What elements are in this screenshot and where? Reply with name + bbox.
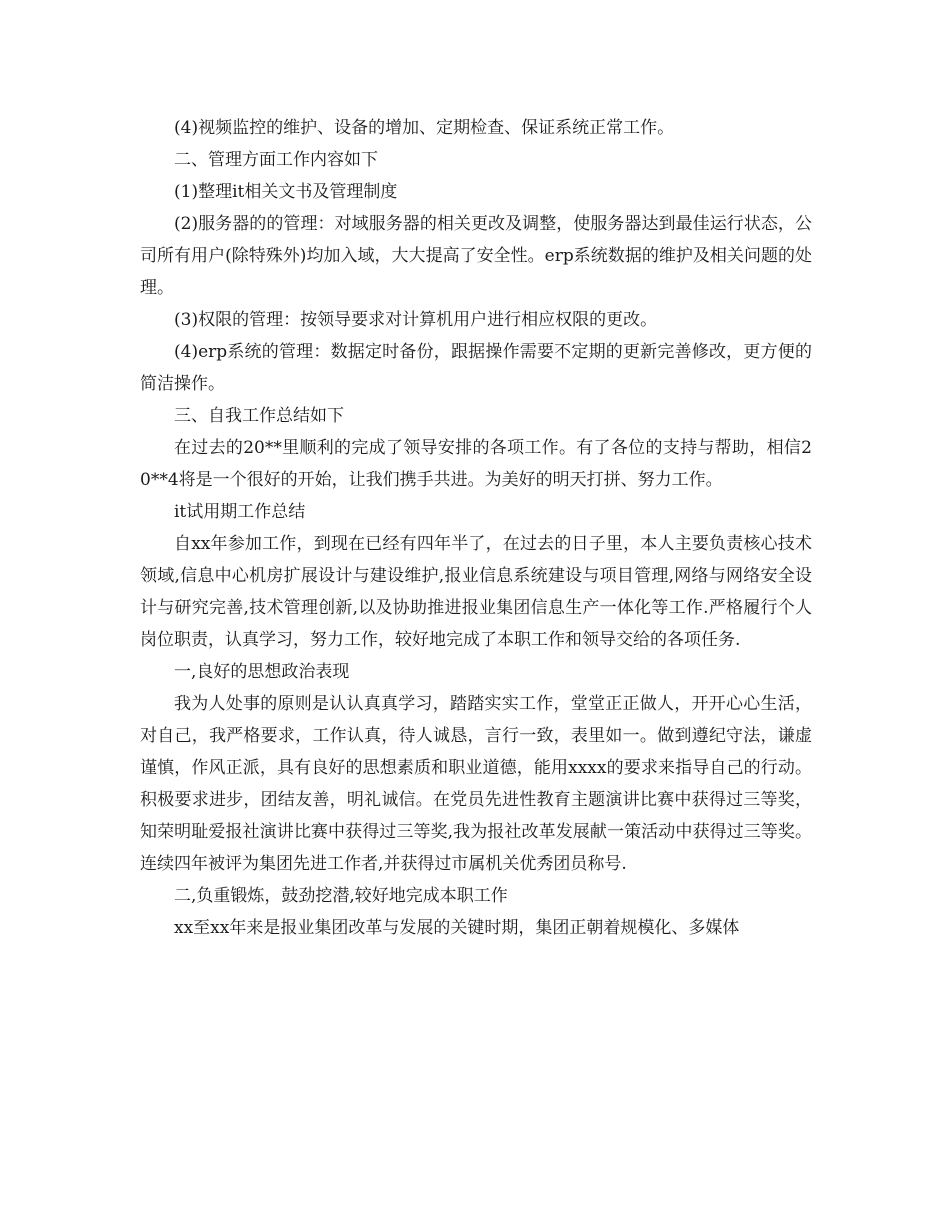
- paragraph: (2)服务器的的管理：对域服务器的相关更改及调整，使服务器达到最佳运行状态，公司所有用户(除特殊外)均加入域，大大提高了安全性。erp系统数据的维护及相关问题的处理。: [140, 214, 812, 298]
- section-heading: 二,负重锻炼，鼓劲挖潜,较好地完成本职工作: [174, 886, 508, 906]
- paragraph: xx至xx年来是报业集团改革与发展的关键时期，集团正朝着规模化、多媒体: [174, 918, 740, 938]
- section-heading: 二、管理方面工作内容如下: [174, 150, 378, 170]
- paragraph: (3)权限的管理：按领导要求对计算机用户进行相应权限的更改。: [174, 310, 658, 330]
- paragraph: 在过去的20**里顺利的完成了领导安排的各项工作。有了各位的支持与帮助，相信20**4将是一个很好的开始，让我们携手共进。为美好的明天打拼、努力工作。: [140, 438, 812, 490]
- paragraph: 自xx年参加工作，到现在已经有四年半了，在过去的日子里，本人主要负责核心技术领域,信息中心机房扩展设计与建设维护,报业信息系统建设与项目管理,网络与网络安全设计与研究完善,技术管理创新,以及协助推进报业集团信息生产一体化等工作.严格履行个人岗位职责，认真学习，努力工作，较好地完成了本职工作和领导交给的各项任务.: [140, 534, 812, 650]
- document-title: it试用期工作总结: [174, 502, 306, 522]
- paragraph: (1)整理it相关文书及管理制度: [174, 182, 398, 202]
- paragraph: (4)视频监控的维护、设备的增加、定期检查、保证系统正常工作。: [174, 118, 675, 138]
- document-body: [140, 112, 812, 944]
- paragraph: (4)erp系统的管理：数据定时备份，跟据操作需要不定期的更新完善修改，更方便的简洁操作。: [140, 342, 812, 394]
- section-heading: 一,良好的思想政治表现: [174, 662, 350, 682]
- paragraph: 我为人处事的原则是认认真真学习，踏踏实实工作，堂堂正正做人，开开心心生活，对自己，我严格要求，工作认真，待人诚恳，言行一致，表里如一。做到遵纪守法，谦虚谨慎，作风正派，具有良好的思想素质和职业道德，能用xxxx的要求来指导自己的行动。积极要求进步，团结友善，明礼诚信。在党员先进性教育主题演讲比赛中获得过三等奖，知荣明耻爱报社演讲比赛中获得过三等奖,我为报社改革发展献一策活动中获得过三等奖。连续四年被评为集团先进工作者,并获得过市属机关优秀团员称号.: [140, 694, 812, 874]
- section-heading: 三、自我工作总结如下: [174, 406, 344, 426]
